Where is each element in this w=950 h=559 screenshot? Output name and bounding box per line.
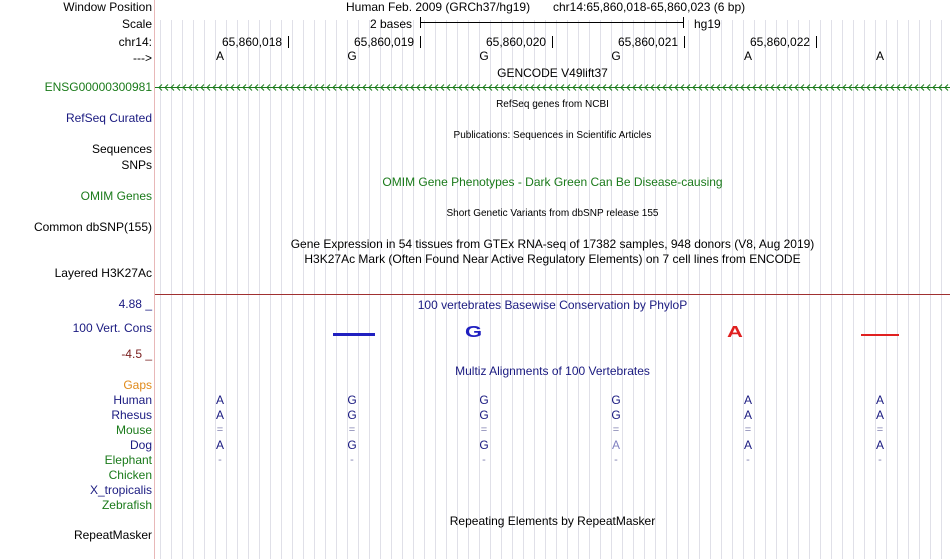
window-position-label: Window Position — [63, 0, 152, 14]
cons-logo-bar-1 — [333, 333, 375, 336]
h3k27ac-track-title[interactable]: H3K27Ac Mark (Often Found Near Active Regulatory Elements) on 7 cell lines from ENCODE — [304, 252, 801, 266]
species-base: A — [611, 438, 620, 452]
gencode-gene-feature[interactable] — [155, 83, 950, 92]
gencode-track-title[interactable]: GENCODE V49lift37 — [497, 66, 608, 80]
species-base: A — [743, 408, 752, 422]
dbsnp-label[interactable]: Common dbSNP(155) — [33, 220, 152, 234]
gtex-track-title[interactable]: Gene Expression in 54 tissues from GTEx RNA-seq of 17382 samples, 948 donors (V8, Aug 2019) — [290, 237, 815, 251]
species-base: G — [479, 393, 489, 407]
publications-track-title[interactable]: Publications: Sequences in Scientific Articles — [453, 130, 652, 141]
ruler-tick — [288, 36, 289, 48]
cons-logo[interactable] — [155, 318, 950, 342]
species-base: - — [878, 454, 882, 466]
cons-logo-letter-g: G — [465, 323, 483, 341]
species-base: A — [743, 438, 752, 452]
repeatmasker-track-title[interactable]: Repeating Elements by RepeatMasker — [449, 514, 656, 528]
scale-bar — [420, 17, 684, 27]
species-base: G — [347, 393, 357, 407]
sequences-label[interactable]: Sequences — [91, 142, 152, 156]
species-label-zebrafish[interactable]: Zebrafish — [101, 498, 152, 512]
track-separator — [155, 294, 950, 295]
species-base: G — [347, 408, 357, 422]
ruler-base: G — [347, 49, 357, 63]
cons-track-title[interactable]: 100 vertebrates Basewise Conservation by PhyloP — [417, 298, 688, 312]
repeatmasker-label[interactable]: RepeatMasker — [73, 528, 152, 542]
cons-logo-bar-2 — [861, 334, 899, 336]
species-base: = — [612, 424, 620, 436]
species-base: A — [875, 438, 884, 452]
species-base: A — [215, 408, 224, 422]
species-base: - — [350, 454, 354, 466]
species-base: G — [479, 438, 489, 452]
ruler-base: A — [875, 49, 884, 63]
cons-max-value: 4.88 _ — [118, 297, 152, 311]
species-base: = — [348, 424, 356, 436]
species-base: = — [744, 424, 752, 436]
multiz-track-title[interactable]: Multiz Alignments of 100 Vertebrates — [455, 364, 650, 378]
cons-min-value: -4.5 _ — [121, 347, 152, 361]
snps-label[interactable]: SNPs — [121, 158, 152, 172]
species-label-x_tropicalis[interactable]: X_tropicalis — [89, 483, 152, 497]
ruler-tick — [684, 36, 685, 48]
ruler-tick — [420, 36, 421, 48]
species-base: A — [875, 408, 884, 422]
species-base: G — [479, 408, 489, 422]
ruler-base: G — [479, 49, 489, 63]
cons-label[interactable]: 100 Vert. Cons — [72, 321, 152, 335]
window-position[interactable]: chr14:65,860,018-65,860,023 (6 bp) — [553, 0, 746, 14]
scale-label: Scale — [121, 17, 152, 31]
dbsnp-track-title[interactable]: Short Genetic Variants from dbSNP release 155 — [446, 208, 659, 219]
ruler-tick — [552, 36, 553, 48]
omim-track-title[interactable]: OMIM Gene Phenotypes - Dark Green Can Be Disease-causing — [382, 175, 723, 189]
ruler-position-label: 65,860,020 — [486, 35, 547, 49]
ruler-position-label: 65,860,022 — [750, 35, 811, 49]
species-label-rhesus[interactable]: Rhesus — [111, 408, 152, 422]
species-base: - — [482, 454, 486, 466]
chrom-label: chr14: — [118, 35, 152, 49]
ruler-tick — [816, 36, 817, 48]
ruler-base: G — [611, 49, 621, 63]
ruler-position-label: 65,860,018 — [222, 35, 283, 49]
species-base: - — [746, 454, 750, 466]
h3k27ac-label[interactable]: Layered H3K27Ac — [54, 266, 152, 280]
species-base: A — [215, 438, 224, 452]
species-base: A — [215, 393, 224, 407]
species-base: G — [347, 438, 357, 452]
species-base: A — [743, 393, 752, 407]
ruler-position-label: 65,860,019 — [354, 35, 415, 49]
species-label-chicken[interactable]: Chicken — [108, 468, 152, 482]
species-label-human[interactable]: Human — [113, 393, 152, 407]
assembly-title: Human Feb. 2009 (GRCh37/hg19) — [346, 0, 531, 14]
strand-label: ---> — [133, 51, 152, 65]
gencode-item-label[interactable]: ENSG00000300981 — [44, 80, 152, 94]
species-base: = — [480, 424, 488, 436]
species-base: = — [216, 424, 224, 436]
species-base: A — [875, 393, 884, 407]
gaps-label: Gaps — [123, 378, 152, 392]
ruler-base: A — [215, 49, 224, 63]
species-label-elephant[interactable]: Elephant — [104, 453, 152, 467]
scale-db: hg19 — [694, 17, 721, 31]
scale-value: 2 bases — [370, 17, 413, 31]
species-base: - — [614, 454, 618, 466]
omim-label[interactable]: OMIM Genes — [80, 189, 152, 203]
ruler-position-label: 65,860,021 — [618, 35, 679, 49]
refseq-track-title[interactable]: RefSeq genes from NCBI — [496, 99, 609, 110]
species-base: G — [611, 408, 621, 422]
species-label-dog[interactable]: Dog — [129, 438, 152, 452]
cons-logo-letter-a: A — [727, 323, 743, 341]
species-label-mouse[interactable]: Mouse — [115, 423, 152, 437]
refseq-label[interactable]: RefSeq Curated — [65, 111, 152, 125]
species-base: G — [611, 393, 621, 407]
ruler-base: A — [743, 49, 752, 63]
species-base: = — [876, 424, 884, 436]
species-base: - — [218, 454, 222, 466]
